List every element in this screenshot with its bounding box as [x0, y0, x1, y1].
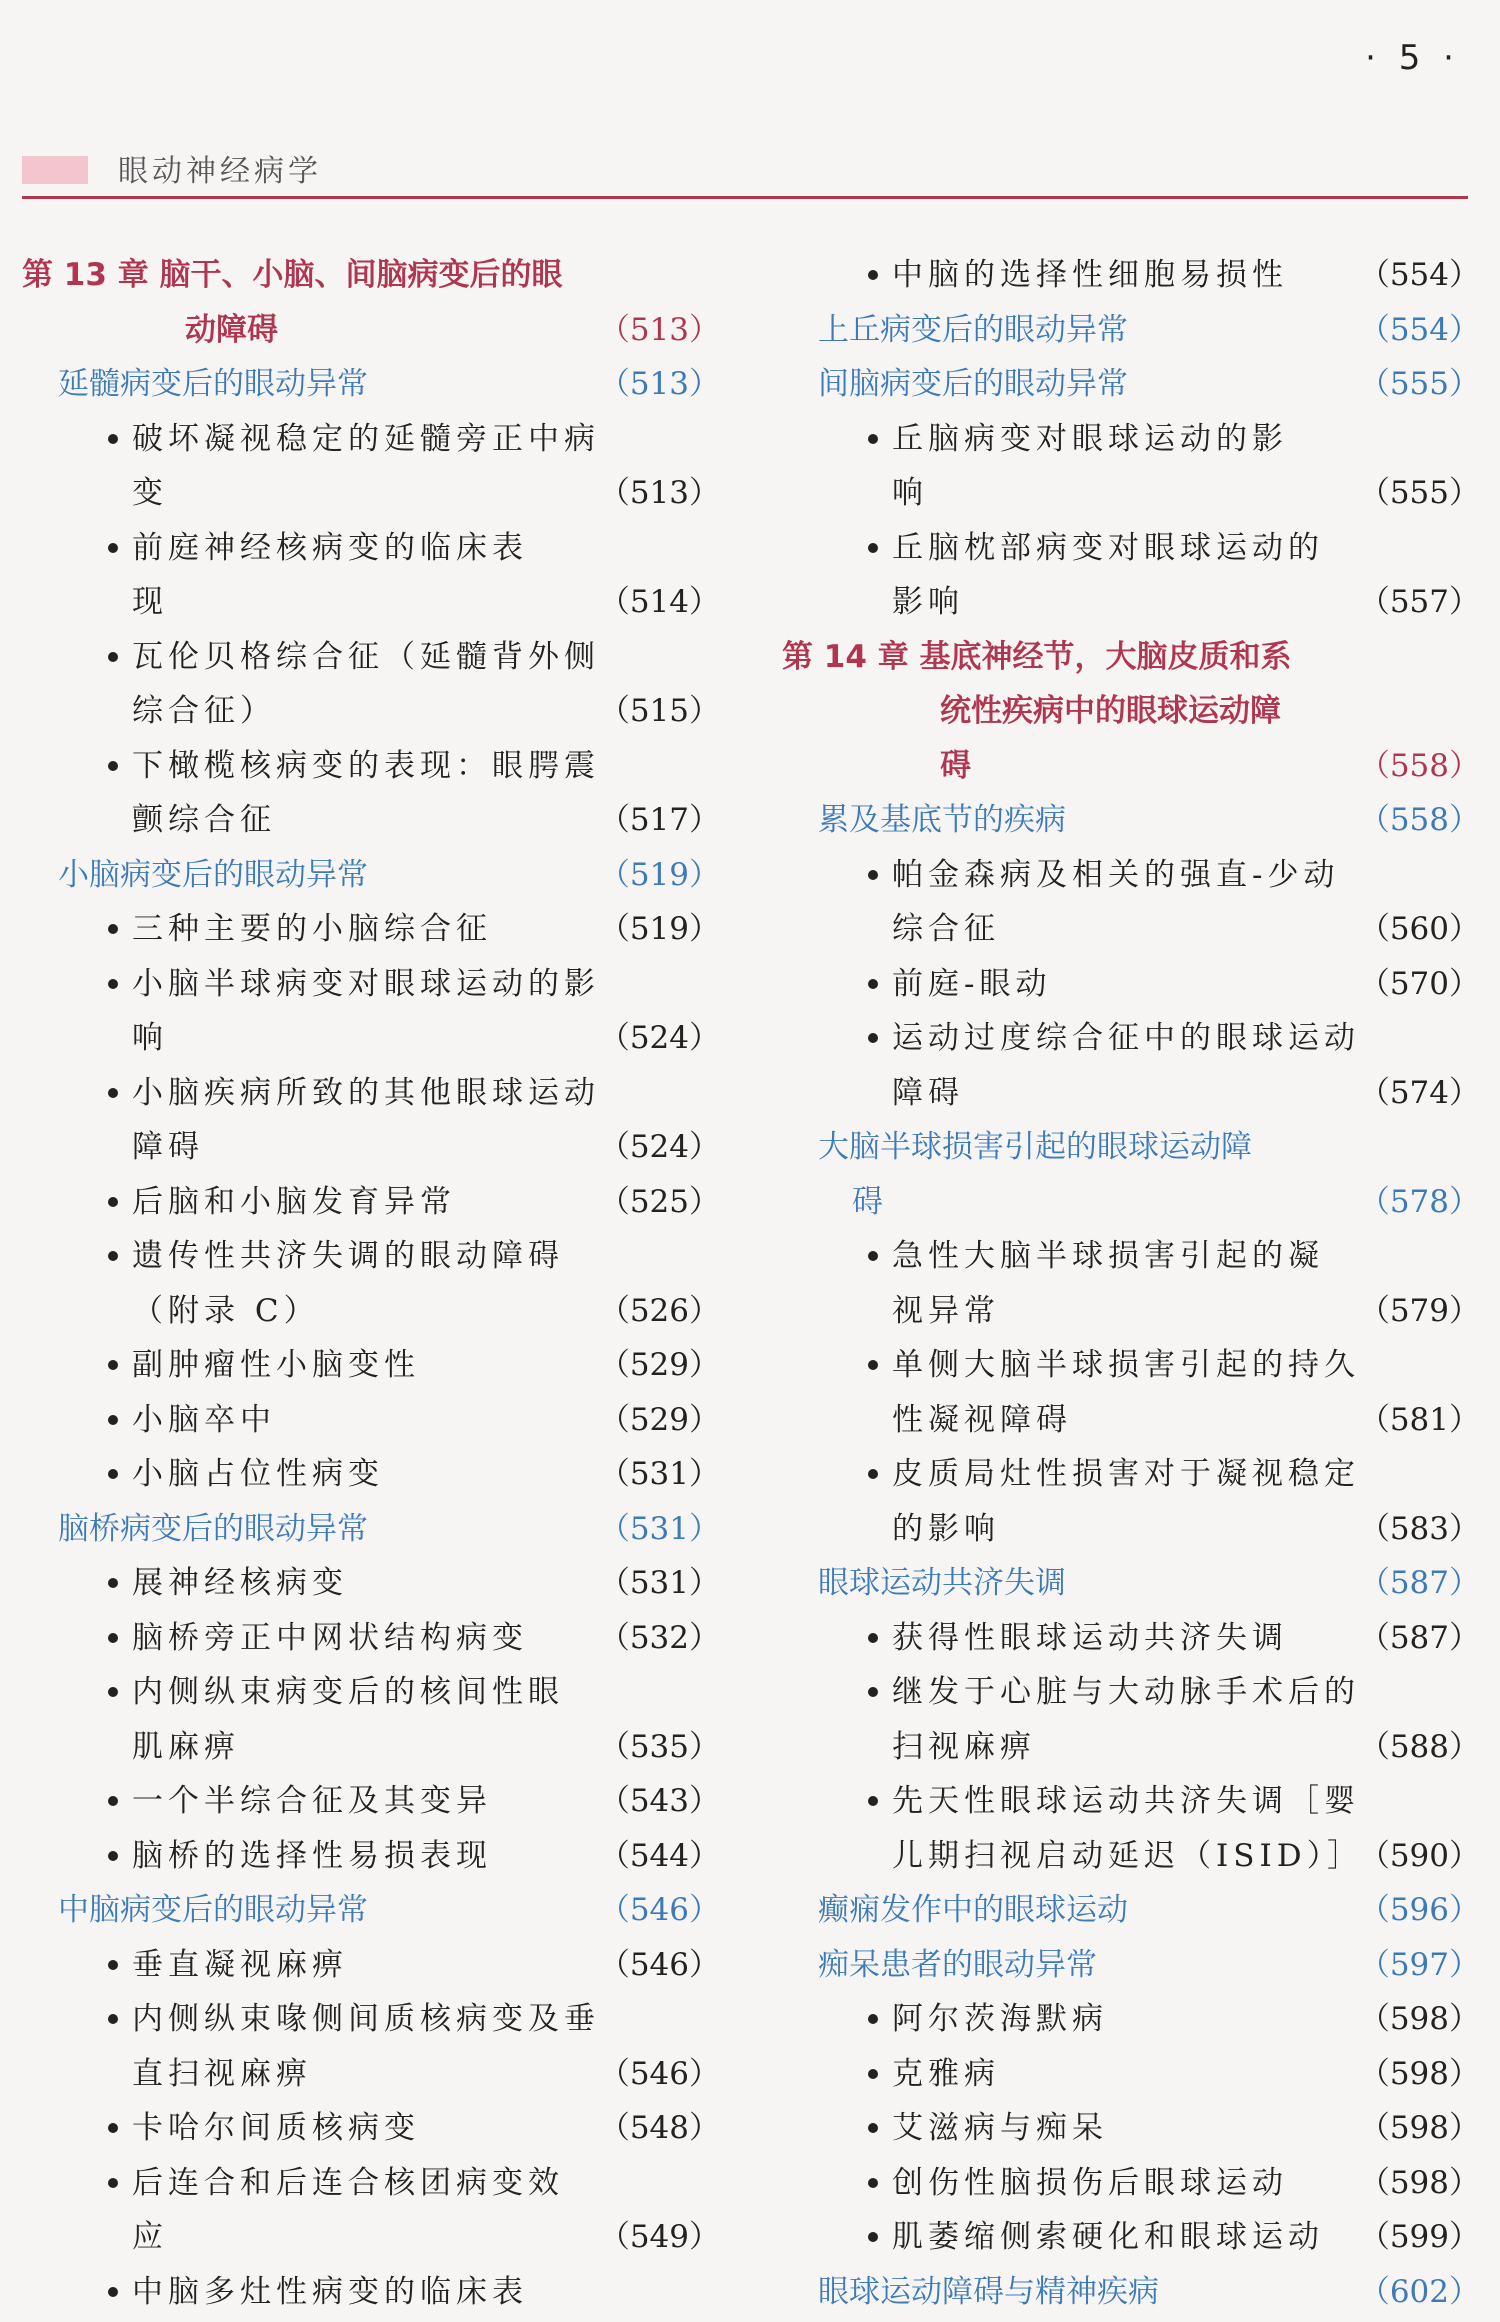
toc-entry-text: 丘脑枕部病变对眼球运动的: [892, 529, 1324, 566]
bullet-icon: [868, 1687, 878, 1697]
toc-entry[interactable]: [0, 1992, 720, 2046]
toc-entry-text: 小脑疾病所致的其他眼球运动: [132, 1074, 600, 1111]
toc-page-number: （544）: [598, 1837, 720, 1874]
toc-entry-text: 创伤性脑损伤后眼球运动: [892, 2164, 1288, 2201]
toc-entry-text: 现: [132, 584, 168, 620]
toc-entry-text: 脑桥病变后的眼动异常: [58, 1510, 368, 1547]
toc-entry-text: 小脑半球病变对眼球运动的影: [132, 965, 600, 1002]
toc-entry-text: 小脑卒中: [132, 1401, 276, 1438]
toc-entry[interactable]: [0, 357, 720, 411]
toc-entry[interactable]: [0, 1611, 720, 1665]
toc-entry-text: 癫痫发作中的眼球运动: [818, 1892, 1128, 1928]
toc-entry[interactable]: [0, 248, 720, 302]
toc-entry[interactable]: [0, 412, 720, 466]
toc-entry-text: 应: [132, 2219, 168, 2255]
bullet-icon: [868, 2069, 878, 2079]
toc-entry-text: 变: [132, 475, 168, 511]
toc-page-number: （531）: [598, 1456, 720, 1492]
toc-page-number: （531）: [598, 1510, 720, 1547]
toc-entry[interactable]: [760, 412, 1480, 466]
bullet-icon: [108, 924, 118, 934]
bullet-icon: [108, 1088, 118, 1098]
toc-entry-text: 前庭-眼动: [892, 965, 1052, 1002]
toc-page-number: （578）: [1358, 1183, 1480, 1220]
toc-page-number: （514）: [598, 584, 720, 620]
bullet-icon: [108, 1197, 118, 1207]
toc-entry-text: 获得性眼球运动共济失调: [892, 1619, 1288, 1656]
toc-entry-text: 综合征）: [132, 693, 276, 729]
toc-entry[interactable]: [760, 2101, 1480, 2155]
bullet-icon: [868, 1469, 878, 1479]
bullet-icon: [108, 2287, 118, 2297]
toc-page-number: （546）: [598, 1946, 720, 1983]
toc-entry-text: 性凝视障碍: [892, 1401, 1072, 1438]
toc-entry[interactable]: [0, 1066, 720, 1120]
bullet-icon: [108, 2123, 118, 2133]
toc-entry[interactable]: [760, 1175, 1480, 1229]
toc-entry[interactable]: [760, 1393, 1480, 1447]
toc-entry[interactable]: [760, 2047, 1480, 2101]
toc-entry[interactable]: [760, 1829, 1480, 1883]
toc-entry[interactable]: [0, 1338, 720, 1392]
toc-entry[interactable]: [760, 1229, 1480, 1283]
toc-entry[interactable]: [760, 575, 1480, 629]
toc-page-number: （555）: [1358, 475, 1480, 511]
toc-entry[interactable]: [0, 303, 720, 357]
toc-entry-text: 急性大脑半球损害引起的凝: [892, 1238, 1324, 1274]
header-title: 眼动神经病学: [118, 154, 322, 189]
toc-entry-text: 直扫视麻痹: [132, 2055, 312, 2092]
toc-entry-text: 视异常: [892, 1292, 1000, 1329]
toc-entry-text: 瓦伦贝格综合征（延髓背外侧: [132, 638, 600, 675]
bullet-icon: [868, 2232, 878, 2242]
toc-entry[interactable]: [760, 902, 1480, 956]
toc-entry-text: 扫视麻痹: [892, 1728, 1036, 1765]
toc-entry-text: 阿尔茨海默病: [892, 2001, 1108, 2037]
toc-entry-text: 垂直凝视麻痹: [132, 1946, 348, 1983]
toc-page-number: （531）: [598, 1565, 720, 1601]
toc-page-number: （554）: [1358, 257, 1480, 293]
toc-entry[interactable]: [0, 1720, 720, 1774]
running-header: [22, 146, 1468, 199]
bullet-icon: [868, 270, 878, 280]
header-color-block: [22, 156, 88, 184]
bullet-icon: [868, 1633, 878, 1643]
toc-entry-text: （附录 C）: [132, 1292, 320, 1329]
toc-entry[interactable]: [0, 739, 720, 793]
toc-entry-text: 第 13 章 脑干、小脑、间脑病变后的眼: [22, 257, 563, 293]
toc-entry[interactable]: [760, 739, 1480, 793]
toc-page-number: （599）: [1358, 2219, 1480, 2255]
toc-entry-text: 克雅病: [892, 2055, 1000, 2092]
toc-entry[interactable]: [760, 521, 1480, 575]
toc-page-number: （558）: [1358, 802, 1480, 838]
toc-entry[interactable]: [0, 1284, 720, 1338]
toc-entry-text: 破坏凝视稳定的延髓旁正中病: [132, 420, 600, 457]
toc-page-number: （513）: [598, 475, 720, 511]
toc-entry-text: 帕金森病及相关的强直-少动: [892, 856, 1340, 893]
toc-entry[interactable]: [760, 1556, 1480, 1610]
bullet-icon: [108, 543, 118, 553]
toc-entry[interactable]: [760, 684, 1480, 738]
toc-entry-text: 脑桥的选择性易损表现: [132, 1837, 492, 1874]
toc-entry[interactable]: [0, 2101, 720, 2155]
toc-page-number: （513）: [598, 311, 720, 348]
toc-page-number: （546）: [598, 2055, 720, 2092]
toc-page-number: （598）: [1358, 2164, 1480, 2201]
toc-entry-text: 中脑多灶性病变的临床表: [132, 2273, 528, 2310]
toc-entry-text: 响: [132, 1020, 168, 1056]
toc-entry-text: 影响: [892, 584, 964, 620]
toc-entry-text: 响: [892, 475, 928, 511]
toc-entry[interactable]: [0, 1829, 720, 1883]
toc-entry[interactable]: [0, 1556, 720, 1610]
toc-entry[interactable]: [760, 2156, 1480, 2210]
toc-entry-text: 脑桥旁正中网状结构病变: [132, 1619, 528, 1656]
toc-entry[interactable]: [760, 1284, 1480, 1338]
toc-entry[interactable]: [760, 1883, 1480, 1937]
toc-page-number: （570）: [1358, 965, 1480, 1002]
toc-entry-text: 单侧大脑半球损害引起的持久: [892, 1347, 1360, 1383]
toc-entry-text: 继发于心脏与大动脉手术后的: [892, 1674, 1360, 1710]
toc-entry-text: 儿期扫视启动延迟（ISID）］: [892, 1837, 1364, 1874]
toc-entry-text: 障碍: [132, 1129, 204, 1165]
toc-page-number: （524）: [598, 1129, 720, 1165]
toc-entry[interactable]: [760, 1774, 1480, 1828]
bullet-icon: [868, 543, 878, 553]
toc-page-number: （554）: [1358, 311, 1480, 348]
toc-entry-text: 障碍: [892, 1074, 964, 1111]
toc-entry[interactable]: [760, 1447, 1480, 1501]
toc-page-number: （590）: [1358, 1837, 1480, 1874]
bullet-icon: [868, 2178, 878, 2188]
bullet-icon: [868, 1251, 878, 1261]
toc-entry[interactable]: [0, 1665, 720, 1719]
toc-entry[interactable]: [0, 1175, 720, 1229]
toc-page-number: （557）: [1358, 584, 1480, 620]
toc-entry-text: 小脑病变后的眼动异常: [58, 856, 368, 893]
toc-entry[interactable]: [0, 1938, 720, 1992]
toc-page-number: （574）: [1358, 1074, 1480, 1111]
toc-entry[interactable]: [0, 848, 720, 902]
toc-entry[interactable]: [760, 357, 1480, 411]
bullet-icon: [868, 2014, 878, 2024]
toc-entry-text: 运动过度综合征中的眼球运动: [892, 1020, 1360, 1056]
toc-entry[interactable]: [760, 793, 1480, 847]
toc-entry[interactable]: [760, 1720, 1480, 1774]
toc-entry-text: 丘脑病变对眼球运动的影: [892, 420, 1288, 457]
toc-entry[interactable]: [760, 1120, 1480, 1174]
toc-page-number: （546）: [598, 1892, 720, 1928]
toc-page-number: （543）: [598, 1783, 720, 1819]
toc-entry-text: 后连合和后连合核团病变效: [132, 2164, 564, 2201]
toc-entry[interactable]: [760, 1011, 1480, 1065]
toc-entry[interactable]: [0, 957, 720, 1011]
toc-entry[interactable]: [0, 793, 720, 847]
toc-page-number: （587）: [1358, 1565, 1480, 1601]
bullet-icon: [108, 1415, 118, 1425]
toc-page-number: （548）: [598, 2110, 720, 2146]
bullet-icon: [868, 1033, 878, 1043]
toc-entry[interactable]: [760, 1665, 1480, 1719]
toc-entry-text: 后脑和小脑发育异常: [132, 1183, 456, 1220]
toc-page-number: （517）: [598, 802, 720, 838]
toc-page-number: （598）: [1358, 2110, 1480, 2146]
toc-page-number: （579）: [1358, 1292, 1480, 1329]
toc-page-number: （597）: [1358, 1946, 1480, 1983]
toc-entry[interactable]: [760, 848, 1480, 902]
toc-page-number: （513）: [598, 366, 720, 402]
toc-entry[interactable]: [0, 1502, 720, 1556]
toc-entry[interactable]: [0, 684, 720, 738]
bullet-icon: [108, 1469, 118, 1479]
toc-entry-text: 痴呆患者的眼动异常: [818, 1946, 1097, 1983]
toc-entry[interactable]: [760, 1992, 1480, 2046]
toc-entry-text: 内侧纵束喙侧间质核病变及垂: [132, 2001, 600, 2037]
toc-page-number: （535）: [598, 1728, 720, 1765]
bullet-icon: [108, 1578, 118, 1588]
toc-entry[interactable]: [0, 1011, 720, 1065]
bullet-icon: [108, 1633, 118, 1643]
toc-entry-text: 小脑占位性病变: [132, 1456, 384, 1492]
toc-entry[interactable]: [0, 1883, 720, 1937]
toc-page-number: （588）: [1358, 1728, 1480, 1765]
toc-entry[interactable]: [760, 1066, 1480, 1120]
toc-entry[interactable]: [0, 2265, 720, 2319]
toc-entry[interactable]: [0, 902, 720, 956]
toc-entry-text: 综合征: [892, 911, 1000, 947]
toc-entry-text: 三种主要的小脑综合征: [132, 911, 492, 947]
toc-page-number: （525）: [598, 1183, 720, 1220]
toc-page-number: （587）: [1358, 1619, 1480, 1656]
toc-entry[interactable]: [0, 1120, 720, 1174]
bullet-icon: [868, 434, 878, 444]
toc-entry-text: 大脑半球损害引起的眼球运动障: [818, 1129, 1252, 1165]
toc-entry-text: 眼球运动共济失调: [818, 1565, 1066, 1601]
toc-entry-text: 累及基底节的疾病: [818, 802, 1066, 838]
toc-entry-text: 内侧纵束病变后的核间性眼: [132, 1674, 564, 1710]
toc-entry[interactable]: [760, 1502, 1480, 1556]
toc-entry[interactable]: [0, 1447, 720, 1501]
toc-entry-text: 卡哈尔间质核病变: [132, 2110, 420, 2146]
bullet-icon: [108, 979, 118, 989]
toc-entry-text: 的影响: [892, 1510, 1000, 1547]
bullet-icon: [108, 1851, 118, 1861]
page-number: · 5 ·: [1365, 38, 1460, 78]
toc-entry-text: 下橄榄核病变的表现：眼腭震: [132, 747, 600, 784]
toc-entry-text: 中脑的选择性细胞易损性: [892, 257, 1288, 293]
toc-entry-text: 第 14 章 基底神经节，大脑皮质和系: [782, 638, 1292, 675]
bullet-icon: [108, 652, 118, 662]
toc-entry-text: 间脑病变后的眼动异常: [818, 366, 1128, 402]
toc-entry-text: 肌麻痹: [132, 1728, 240, 1765]
toc-page-number: （549）: [598, 2219, 720, 2255]
toc-page-number: （532）: [598, 1619, 720, 1656]
toc-entry-text: 统性疾病中的眼球运动障: [940, 693, 1281, 729]
toc-entry-text: 中脑病变后的眼动异常: [58, 1892, 368, 1928]
toc-page-number: （526）: [598, 1292, 720, 1329]
toc-page-number: （583）: [1358, 1510, 1480, 1547]
bullet-icon: [868, 1796, 878, 1806]
toc-entry[interactable]: [760, 1611, 1480, 1665]
bullet-icon: [108, 1687, 118, 1697]
toc-page-number: （529）: [598, 1347, 720, 1383]
bullet-icon: [868, 2123, 878, 2133]
toc-entry[interactable]: [0, 466, 720, 520]
toc-entry[interactable]: [760, 248, 1480, 302]
toc-entry[interactable]: [0, 521, 720, 575]
bullet-icon: [108, 2178, 118, 2188]
bullet-icon: [108, 434, 118, 444]
toc-page-number: （519）: [598, 911, 720, 947]
toc-page-number: （529）: [598, 1401, 720, 1438]
toc-page-number: （519）: [598, 856, 720, 893]
toc-page-number: （602）: [1358, 2273, 1480, 2310]
toc-entry[interactable]: [0, 2047, 720, 2101]
toc-entry[interactable]: [0, 2210, 720, 2264]
toc-entry-text: 前庭神经核病变的临床表: [132, 529, 528, 566]
toc-entry-text: 延髓病变后的眼动异常: [58, 366, 368, 402]
toc-entry-text: 上丘病变后的眼动异常: [818, 311, 1128, 348]
toc-entry[interactable]: [760, 303, 1480, 357]
toc-entry[interactable]: [0, 575, 720, 629]
toc-entry-text: 碍: [852, 1183, 883, 1220]
bullet-icon: [108, 1251, 118, 1261]
bullet-icon: [108, 1960, 118, 1970]
toc-page-number: （524）: [598, 1020, 720, 1056]
toc-entry[interactable]: [0, 1393, 720, 1447]
bullet-icon: [108, 2014, 118, 2024]
toc-entry[interactable]: [0, 1229, 720, 1283]
toc-page-number: （515）: [598, 693, 720, 729]
toc-page-number: （555）: [1358, 366, 1480, 402]
toc-entry-text: 展神经核病变: [132, 1565, 348, 1601]
toc-entry-text: 眼球运动障碍与精神疾病: [818, 2273, 1159, 2310]
bullet-icon: [108, 1796, 118, 1806]
toc-entry-text: 皮质局灶性损害对于凝视稳定: [892, 1456, 1360, 1492]
toc-entry[interactable]: [760, 1338, 1480, 1392]
toc-entry-text: 肌萎缩侧索硬化和眼球运动: [892, 2219, 1324, 2255]
toc-entry[interactable]: [760, 957, 1480, 1011]
toc-entry[interactable]: [760, 2265, 1480, 2319]
bullet-icon: [868, 1360, 878, 1370]
toc-entry[interactable]: [0, 630, 720, 684]
toc-entry-text: 副肿瘤性小脑变性: [132, 1347, 420, 1383]
bullet-icon: [108, 761, 118, 771]
toc-page-number: （560）: [1358, 911, 1480, 947]
toc-page-number: （598）: [1358, 2001, 1480, 2037]
toc-entry-text: 碍: [940, 747, 971, 784]
bullet-icon: [868, 870, 878, 880]
toc-entry-text: 遗传性共济失调的眼动障碍: [132, 1238, 564, 1274]
toc-entry-text: 一个半综合征及其变异: [132, 1783, 492, 1819]
toc-page-number: （581）: [1358, 1401, 1480, 1438]
toc-page-number: （558）: [1358, 747, 1480, 784]
bullet-icon: [868, 979, 878, 989]
toc-entry[interactable]: [0, 1774, 720, 1828]
toc-entry[interactable]: [760, 1938, 1480, 1992]
toc-entry-text: 先天性眼球运动共济失调［婴: [892, 1783, 1360, 1819]
toc-entry-text: 动障碍: [185, 311, 278, 348]
toc-entry[interactable]: [0, 2156, 720, 2210]
toc-entry[interactable]: [760, 2210, 1480, 2264]
toc-page-number: （596）: [1358, 1892, 1480, 1928]
toc-entry[interactable]: [760, 630, 1480, 684]
toc-entry-text: 颤综合征: [132, 802, 276, 838]
toc-entry-text: 艾滋病与痴呆: [892, 2110, 1108, 2146]
toc-page-number: （598）: [1358, 2055, 1480, 2092]
toc-entry[interactable]: [760, 466, 1480, 520]
bullet-icon: [108, 1360, 118, 1370]
